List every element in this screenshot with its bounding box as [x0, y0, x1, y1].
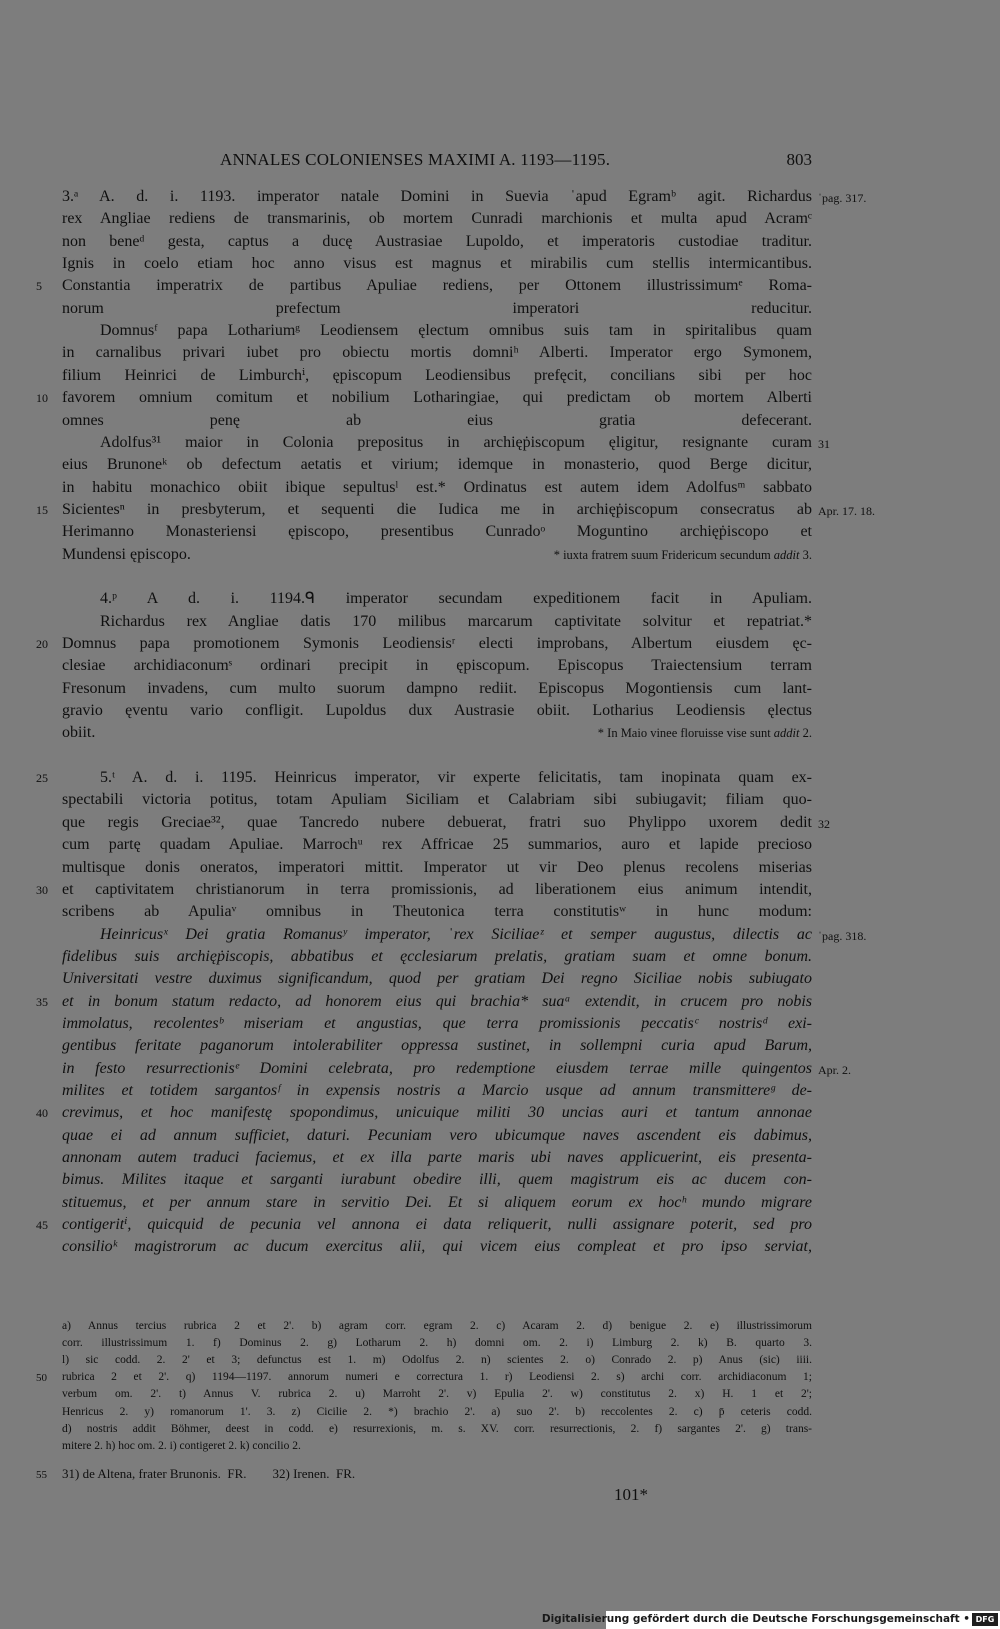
text-line [62, 1192, 812, 1214]
text-line [62, 365, 812, 387]
line-text: Fresonum invadens, cum multo suorum dampno rediit. Episcopus Mogontiensis cum lant- [62, 680, 812, 697]
text-line [62, 253, 812, 275]
line-text: milites et totidem sargantosᶠ in expensis nostris a Marcio usque ad annum transmittereᵍ de- [62, 1082, 812, 1099]
text-line [62, 275, 812, 297]
text-line [62, 1147, 812, 1169]
header-page-number: 803 [786, 150, 812, 169]
text-line [62, 208, 812, 230]
note-text: 31) de Altena, frater Brunonis. FR. 32) Irenen. FR. [62, 1466, 356, 1481]
addition-text: * In Maio vinee floruisse vise sunt [597, 726, 771, 740]
text-line [62, 231, 812, 253]
line-text: in carnalibus privari iubet pro obiectu mortis domniʰ Alberti. Imperator ergo Symonem, [62, 344, 812, 361]
footnote-line [62, 1352, 812, 1369]
text-line [62, 946, 812, 968]
text-line [62, 1080, 812, 1102]
text-line [62, 678, 812, 700]
line-number: 15 [36, 503, 48, 517]
text-line [62, 1125, 812, 1147]
line-text: Domnusᶠ papa Lothariumᵍ Leodiensem ęlectum omnibus suis tam in spiritalibus quam [100, 322, 812, 339]
footnote-line [36, 1369, 812, 1386]
addition-source: 2. [799, 726, 812, 740]
line-text: Herimanno Monasteriensi ępiscopo, presentibus Cunradoᵒ Moguntino archięṗiscopo et [62, 523, 812, 540]
line-text: annonam autem traduci faciemus, et ex illa parte maris ubi naves applicuerint, eis presenta- [62, 1149, 812, 1166]
line-number: 50 [36, 1372, 47, 1384]
text-line [62, 186, 812, 208]
line-text: in habitu monachico obiit ibique sepultusˡ est.* Ordinatus est autem idem Adolfusᵐ sabbato [62, 479, 812, 496]
text-line [62, 1058, 812, 1080]
line-text: consilioᵏ magistrorum ac ducum exercitus alii, qui vicem eius compleat et pro ipso serviat, [62, 1238, 812, 1255]
footnote-text: l) sic codd. 2. 2' et 3; defunctus est 1. m) Odolfus 2. n) scientes 2. o) Conrado 2. p) Anus (sic) iiii. [62, 1354, 812, 1366]
margin-note: Apr. 2. [818, 1063, 851, 1077]
footnote-line [62, 1438, 812, 1455]
text-line [62, 499, 812, 521]
running-header [62, 150, 812, 174]
line-number: 25 [36, 771, 48, 785]
footnote-text: corr. illustrissimum 1. f) Dominus 2. g) Lotharum 2. h) domni om. 2. i) Limburg 2. k) B. quarto 3. [62, 1337, 812, 1349]
line-text: stituemus, et per annum stare in servitio Dei. Et si aliquem eorum ex hocʰ mundo migrare [62, 1194, 812, 1211]
line-text: eius Brunoneᵏ ob defectum aetatis et virium; idemque in monasterio, quod Berge dicitur, [62, 456, 812, 473]
text-line [62, 611, 812, 633]
line-text: que regis Greciae³², quae Tancredo nubere debuerat, fratri suo Phylippo uxorem dedit [62, 814, 812, 831]
text-line [62, 454, 812, 476]
line-text: gravio ęventu vario confligit. Lupoldus dux Austrasie obiit. Lotharius Leodiensis ęlectus [62, 702, 812, 719]
text-line [62, 879, 812, 901]
line-text: et in bonum statum redacto, ad honorem eius qui brachia* suaᵃ extendit, in crucem pro nobis [62, 993, 812, 1010]
funding-footer [541, 1611, 1000, 1629]
line-text: immolatus, recolentesᵇ miseriam et angustias, que terra promissionis peccatisᶜ nostrisᵈ exi- [62, 1015, 812, 1032]
line-text: contigeritⁱ, quicquid de pecunia vel annona ei data reliquerit, nulli assignare poterit, sed pro [62, 1216, 812, 1233]
text-line [62, 991, 812, 1013]
line-text: Adolfus³¹ maior in Colonia prepositus in archięṗiscopum ęligitur, resignante curam [100, 434, 812, 451]
footnote-line [62, 1386, 812, 1403]
footnote-text: d) nostris addit Böhmer, deest in codd. e) resurrexionis, m. s. XV. corr. resurrectionis, 2. f) sargantes 2'. g) trans- [62, 1423, 812, 1435]
marginal-addition [554, 544, 812, 566]
line-text: 5.ᵗ A. d. i. 1195. Heinricus imperator, vir experte felicitatis, tam inopinata quam ex- [100, 769, 812, 786]
text-line [62, 1035, 812, 1057]
line-text: clesiae archidiaconumˢ ordinari precipit in ępiscopum. Episcopus Traiectensium terram [62, 657, 812, 674]
line-text: in festo resurrectionisᵉ Domini celebrata, pro redemptione eiusdem terrae mille quingentos [62, 1060, 812, 1077]
text-line [62, 320, 812, 342]
funding-text: Digitalisierung gefördert durch die Deutsche Forschungsgemeinschaft • [541, 1613, 970, 1625]
text-line [62, 789, 812, 811]
line-text: omnes penę ab eius gratia defecerant. [62, 412, 812, 429]
line-text: non beneᵈ gesta, captus a ducę Austrasiae Lupoldo, et imperatoris custodiae traditur. [62, 233, 812, 250]
line-number: 35 [36, 995, 48, 1009]
text-line [62, 812, 812, 834]
text-line [62, 857, 812, 879]
text-line [62, 1169, 812, 1191]
line-text: scribens ab Apuliaᵛ omnibus in Theutonica terra constitutisʷ in hunc modum: [62, 903, 812, 920]
text-line [62, 544, 812, 566]
line-text: spectabili victoria potitus, totam Apuliam Siciliam et Calabriam sibi subiugavit; filiam quo- [62, 791, 812, 808]
dfg-logo-icon: DFG [972, 1613, 998, 1626]
line-text: Constantia imperatrix de partibus Apuliae rediens, per Ottonem illustrissimumᵉ Roma- [62, 277, 812, 294]
margin-note: Apr. 17. 18. [818, 504, 875, 518]
line-text: crevimus, et hoc manifestę spopondimus, unicuique militi 30 uncias auri et tantum annonae [62, 1104, 812, 1121]
addition-flag: addit [773, 726, 800, 740]
line-text: Ignis in coelo etiam hoc anno visus est magnus et mirabilis cum stellis intermicantibus. [62, 255, 812, 272]
line-number: 55 [36, 1469, 47, 1481]
line-text: Domnus papa promotionem Symonis Leodiensisʳ electi improbans, Albertum eiusdem ęc- [62, 635, 812, 652]
line-text: rex Angliae rediens de transmarinis, ob mortem Cunradi marchionis et multa apud Acramᶜ [62, 210, 812, 227]
margin-note: ˈpag. 318. [818, 929, 867, 943]
text-line [62, 1013, 812, 1035]
line-text: et captivitatem christianorum in terra promissionis, ad liberationem eius animum intendit, [62, 881, 812, 898]
text-line [62, 722, 812, 744]
text-line [62, 1102, 812, 1124]
text-line [62, 410, 812, 432]
footnote-line [62, 1318, 812, 1335]
line-text: Heinricusˣ Dei gratia Romanusʸ imperator, ˈrex Siciliaeᶻ et semper augustus, dilectis ac [100, 926, 812, 943]
line-number: 40 [36, 1106, 48, 1120]
line-text: 4.ᵖ A d. i. 1194.ᑫ imperator secundam expeditionem facit in Apuliam. [100, 590, 812, 607]
text-line [62, 924, 812, 946]
text-line [62, 767, 812, 789]
line-text: favorem omnium comitum et nobilium Lotharingiae, qui predictam ob mortem Alberti [62, 389, 812, 406]
line-number: 5 [36, 279, 42, 293]
line-text: Universitati vestre duximus significandum, quod per gratiam Dei regno Siciliae nobis subiugato [62, 970, 812, 987]
text-line [62, 834, 812, 856]
line-text: fidelibus suis archięṗiscopis, abbatibus et ęcclesiarum prelatis, gratiam suam et omne bonum. [62, 948, 812, 965]
header-title: ANNALES COLONIENSES MAXIMI A. 1193—1195. [220, 150, 611, 169]
text-line [62, 477, 812, 499]
text-line [62, 521, 812, 543]
addition-flag: addit [773, 548, 800, 562]
footnote-text: verbum om. 2'. t) Annus V. rubrica 2. u) Marroht 2'. v) Epulia 2'. w) constitutus 2. x) H. 1 et 2'; [62, 1388, 812, 1400]
line-text: quae ei ad annum sufficiet, daturi. Pecuniam vero ubicumque naves ascendent eis dabimus, [62, 1127, 812, 1144]
footnote-text: rubrica 2 et 2'. q) 1194—1197. annorum numeri e correctura 1. r) Leodiensi 2. s) archi corr. archidiaconum 1; [62, 1371, 812, 1383]
footnote-text: a) Annus tercius rubrica 2 et 2'. b) agram corr. egram 2. c) Acaram 2. d) benigue 2. e) illustrissimorum [62, 1320, 812, 1332]
historical-note [36, 1465, 812, 1482]
text-line [62, 1236, 812, 1258]
line-text: obiit. [62, 724, 96, 741]
line-text: filium Heinrici de Limburchⁱ, ępiscopum Leodiensibus prefęcit, concilians sibi per hoc [62, 367, 812, 384]
marginal-addition [598, 722, 812, 744]
footnote-line [62, 1404, 812, 1421]
line-text: multisque donis oneratos, imperatori mittit. Imperator ut vir Deo plenus recolens miserias [62, 859, 812, 876]
margin-note: ˈpag. 317. [818, 191, 867, 205]
text-line [62, 298, 812, 320]
footnote-line [62, 1335, 812, 1352]
line-number: 45 [36, 1218, 48, 1232]
text-line [62, 655, 812, 677]
margin-note: 32 [818, 817, 830, 831]
text-line [62, 1214, 812, 1236]
footnote-text: mitere 2. h) hoc om. 2. i) contigeret 2. k) concilio 2. [62, 1440, 301, 1452]
addition-source: 3. [799, 548, 812, 562]
line-number: 10 [36, 391, 48, 405]
line-text: Richardus rex Angliae datis 170 milibus marcarum captivitate solvitur et repatriat.* [100, 613, 812, 630]
margin-note: 31 [818, 437, 830, 451]
addition-text: * iuxta fratrem suum Fridericum secundum [553, 548, 771, 562]
footnote-line [62, 1421, 812, 1438]
line-text: Sicientesⁿ in presbyterum, et sequenti die Iudica me in archięṗiscopum consecratus ab [62, 501, 812, 518]
line-text: gentibus feritate paganorum intolerabiliter oppressa sustinet, in sollempni curia apud Barum, [62, 1037, 812, 1054]
signature-mark: 101* [614, 1485, 648, 1504]
text-line [62, 588, 812, 610]
text-line [62, 432, 812, 454]
line-text: bimus. Milites itaque et sarganti iurabunt obedire illi, quem magistrum eis ac ducem con- [62, 1171, 812, 1188]
line-number: 30 [36, 883, 48, 897]
text-line [62, 387, 812, 409]
line-text: cum partę quadam Apuliae. Marrochᵘ rex Affricae 25 summarios, auro et lapide precioso [62, 836, 812, 853]
text-line [62, 968, 812, 990]
line-text: 3.ᵃ A. d. i. 1193. imperator natale Domini in Suevia ˈapud Egramᵇ agit. Richardus [62, 188, 812, 205]
text-line [62, 700, 812, 722]
line-number: 20 [36, 637, 48, 651]
text-line [62, 901, 812, 923]
line-text: norum prefectum imperatori reducitur. [62, 300, 812, 317]
text-line [62, 633, 812, 655]
text-line [62, 342, 812, 364]
line-text: Mundensi ępiscopo. [62, 546, 191, 563]
footnote-text: Henricus 2. y) romanorum 1'. 3. z) Cicilie 2. *) brachio 2'. a) suo 2'. b) reccolentes 2. c) p̄ ceteris codd. [62, 1406, 812, 1418]
